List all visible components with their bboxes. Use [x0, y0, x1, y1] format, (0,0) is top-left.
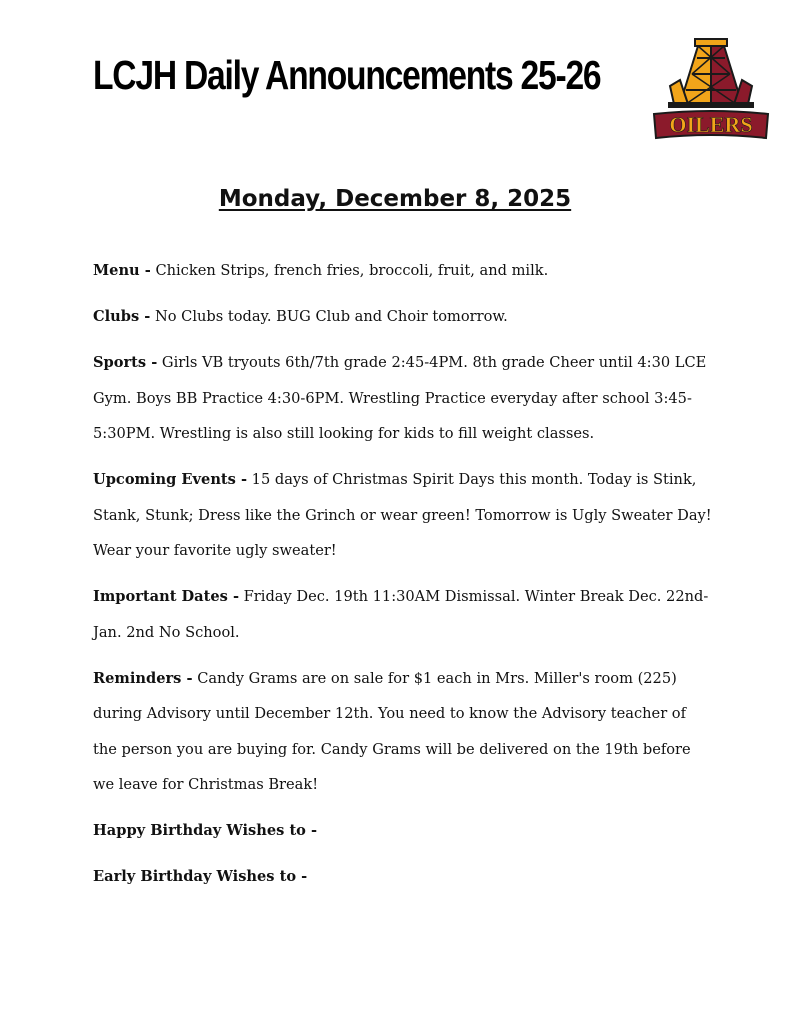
- section-label: Early Birthday Wishes to -: [93, 868, 308, 885]
- section-label: Menu -: [93, 262, 151, 279]
- announcement-date: Monday, December 8, 2025: [218, 186, 572, 212]
- section-label: Reminders -: [93, 669, 193, 687]
- section-text: No Clubs today. BUG Club and Choir tomorrow.: [154, 308, 508, 325]
- happy-birthday-section: [93, 813, 713, 849]
- section-text: Chicken Strips, french fries, broccoli, fruit, and milk.: [155, 262, 549, 279]
- oilers-logo: [650, 36, 772, 142]
- section-text: Friday Dec. 19th 11:30AM Dismissal. Winter Break Dec. 22nd-Jan. 2nd No School.: [93, 588, 709, 641]
- section-text: Girls VB tryouts 6th/7th grade 2:45-4PM. 8th grade Cheer until 4:30 LCE Gym. Boys BB Practice 4:30-6PM. Wrestling Practice everyday after school 3:45-5:30PM. Wrestling is also still looking for kids to fill weight classes.: [93, 354, 707, 442]
- svg-text:OILERS: OILERS: [669, 112, 753, 137]
- section-label: Important Dates -: [93, 588, 240, 605]
- announcements-body: [93, 253, 713, 905]
- sports-section: [93, 345, 713, 452]
- section-text: Candy Grams are on sale for $1 each in Mrs. Miller's room (225) during Advisory until December 12th. You need to know the Advisory teacher of the person you are buying for. Candy Grams will be delivered on the 19th before we leave for Christmas Break!: [93, 669, 691, 793]
- section-label: Upcoming Events -: [93, 471, 248, 488]
- reminders-section: [93, 661, 713, 803]
- section-text: 15 days of Christmas Spirit Days this month. Today is Stink, Stank, Stunk; Dress like the Grinch or wear green! Tomorrow is Ugly Sweater Day! Wear your favorite ugly sweater!: [93, 471, 712, 559]
- menu-section: [93, 253, 713, 289]
- section-label: Clubs -: [93, 308, 151, 325]
- section-label: Sports -: [93, 354, 158, 371]
- page-title: LCJH Daily Announcements 25-26: [93, 52, 601, 98]
- clubs-section: [93, 299, 713, 335]
- section-label: Happy Birthday Wishes to -: [93, 822, 318, 839]
- upcoming-events-section: [93, 462, 713, 569]
- important-dates-section: [93, 579, 713, 650]
- early-birthday-section: [93, 859, 713, 895]
- oil-derrick-icon: [650, 36, 772, 142]
